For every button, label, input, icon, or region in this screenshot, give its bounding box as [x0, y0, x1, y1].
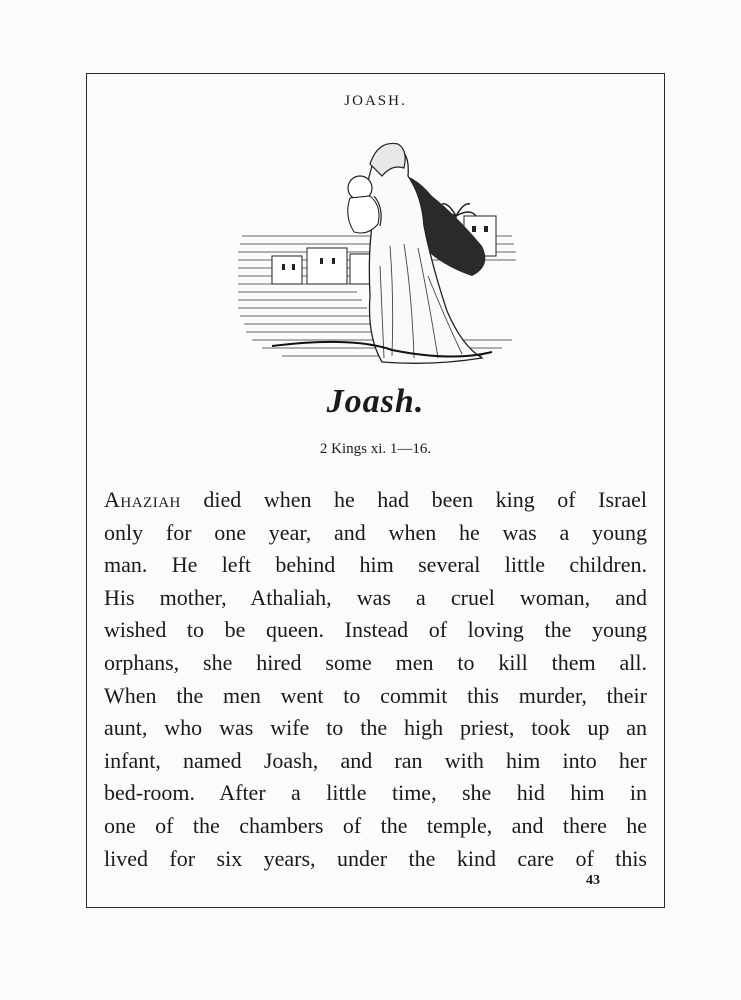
text-line-2: only for one year, and when he was a young	[104, 519, 647, 545]
illustration-woman-carrying-child	[232, 136, 522, 372]
text-line-3: man. He left behind him several little children.	[104, 552, 647, 578]
text-line-7: When the men went to commit this murder, their	[104, 682, 647, 708]
page-number: 43	[586, 873, 600, 888]
first-word: Ahaziah	[104, 487, 181, 512]
text-line-9: infant, named Joash, and ran with him into her	[104, 747, 647, 773]
running-head: JOASH.	[344, 93, 407, 109]
chapter-title: Joash.	[326, 383, 425, 420]
text-line-10: bed-room. After a little time, she hid him in	[104, 780, 647, 806]
text-line-1-rest: died when he had been king of Israel	[180, 487, 647, 512]
text-line-4: His mother, Athaliah, was a cruel woman, and	[104, 584, 647, 610]
body-text	[104, 484, 647, 875]
text-line-6: orphans, she hired some men to kill them all.	[104, 649, 647, 675]
text-line-5: wished to be queen. Instead of loving the young	[104, 617, 647, 643]
scripture-reference: 2 Kings xi. 1—16.	[319, 441, 432, 457]
text-line-11: one of the chambers of the temple, and there he	[104, 812, 647, 838]
text-line-12: lived for six years, under the kind care of this	[104, 845, 647, 871]
text-line-8: aunt, who was wife to the high priest, took up an	[104, 715, 647, 741]
text-line-1	[104, 484, 647, 517]
